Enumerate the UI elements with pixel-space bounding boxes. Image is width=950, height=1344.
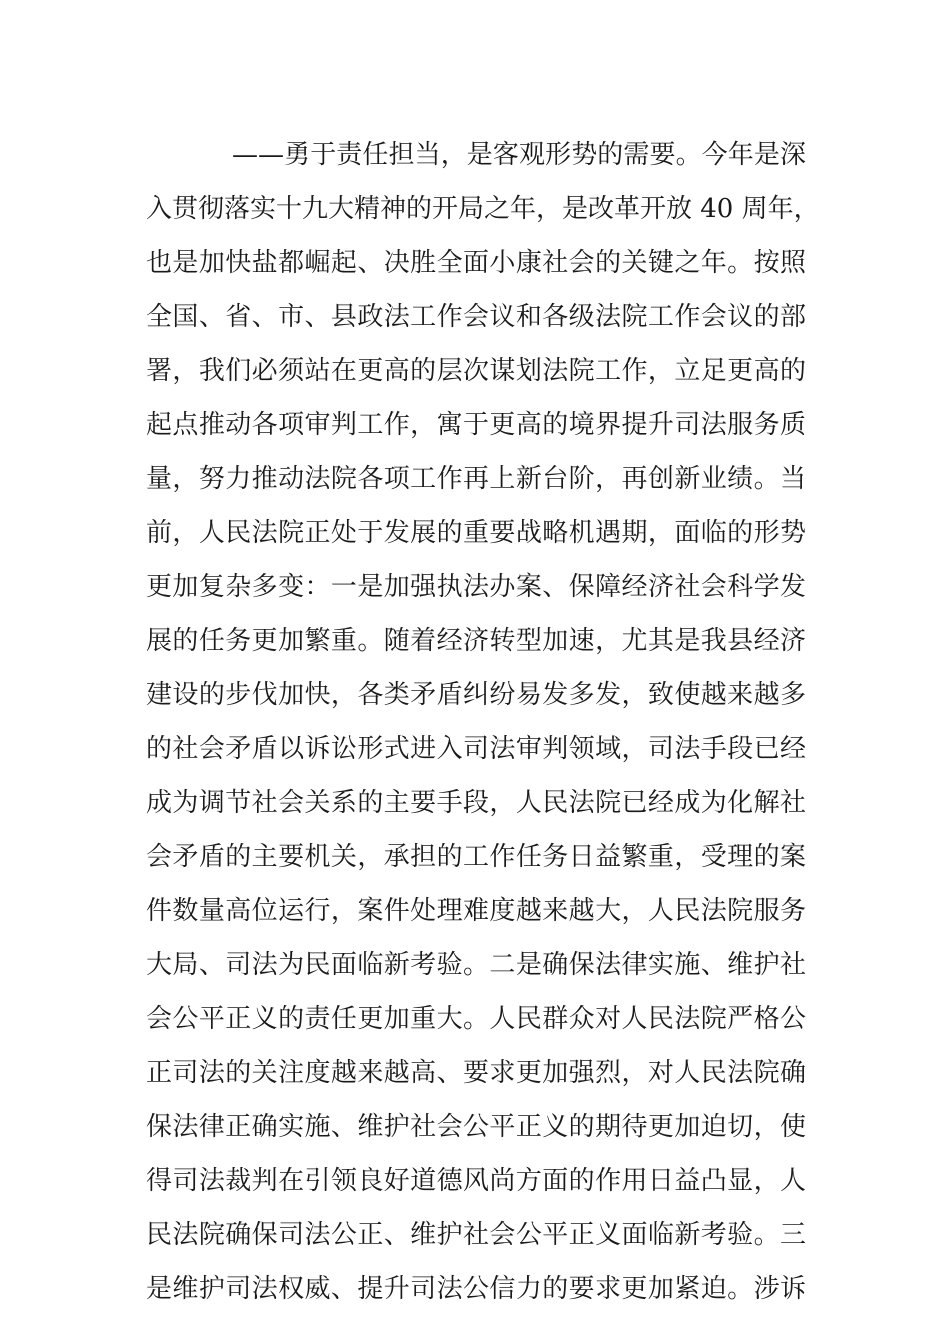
paragraph-line-20: 得司法裁判在引领良好道德风尚方面的作用日益凸显，人 — [146, 1166, 806, 1196]
paragraph-line-15: 件数量高位运行，案件处理难度越来越大，人民法院服务 — [146, 896, 806, 926]
paragraph-line-4: 全国、省、市、县政法工作会议和各级法院工作会议的部 — [146, 302, 806, 332]
paragraph-line-8: 前，人民法院正处于发展的重要战略机遇期，面临的形势 — [146, 518, 806, 548]
paragraph-line-6: 起点推动各项审判工作，寓于更高的境界提升司法服务质 — [146, 410, 806, 440]
paragraph-line-19: 保法律正确实施、维护社会公平正义的期待更加迫切，使 — [146, 1112, 806, 1142]
paragraph-line-21: 民法院确保司法公正、维护社会公平正义面临新考验。三 — [146, 1220, 806, 1250]
paragraph-line-14: 会矛盾的主要机关，承担的工作任务日益繁重，受理的案 — [146, 842, 806, 872]
paragraph-line-12: 的社会矛盾以诉讼形式进入司法审判领域，司法手段已经 — [146, 734, 806, 764]
paragraph-line-9: 更加复杂多变：一是加强执法办案、保障经济社会科学发 — [146, 572, 806, 602]
paragraph-line-5: 署，我们必须站在更高的层次谋划法院工作，立足更高的 — [146, 356, 806, 386]
paragraph-line-2: 入贯彻落实十九大精神的开局之年，是改革开放 40 周年， — [146, 194, 820, 224]
paragraph-line-7: 量，努力推动法院各项工作再上新台阶，再创新业绩。当 — [146, 464, 806, 494]
body-paragraph — [146, 128, 820, 1316]
paragraph-line-3: 也是加快盐都崛起、决胜全面小康社会的关键之年。按照 — [146, 248, 806, 278]
paragraph-line-22: 是维护司法权威、提升司法公信力的要求更加紧迫。涉诉 — [146, 1274, 806, 1304]
paragraph-line-18: 正司法的关注度越来越高、要求更加强烈，对人民法院确 — [146, 1058, 806, 1088]
paragraph-line-13: 成为调节社会关系的主要手段，人民法院已经成为化解社 — [146, 788, 806, 818]
paragraph-line-10: 展的任务更加繁重。随着经济转型加速，尤其是我县经济 — [146, 626, 806, 656]
paragraph-line-1: ——勇于责任担当，是客观形势的需要。今年是深 — [232, 140, 806, 170]
paragraph-line-17: 会公平正义的责任更加重大。人民群众对人民法院严格公 — [146, 1004, 806, 1034]
paragraph-line-16: 大局、司法为民面临新考验。二是确保法律实施、维护社 — [146, 950, 806, 980]
paragraph-line-11: 建设的步伐加快，各类矛盾纠纷易发多发，致使越来越多 — [146, 680, 806, 710]
